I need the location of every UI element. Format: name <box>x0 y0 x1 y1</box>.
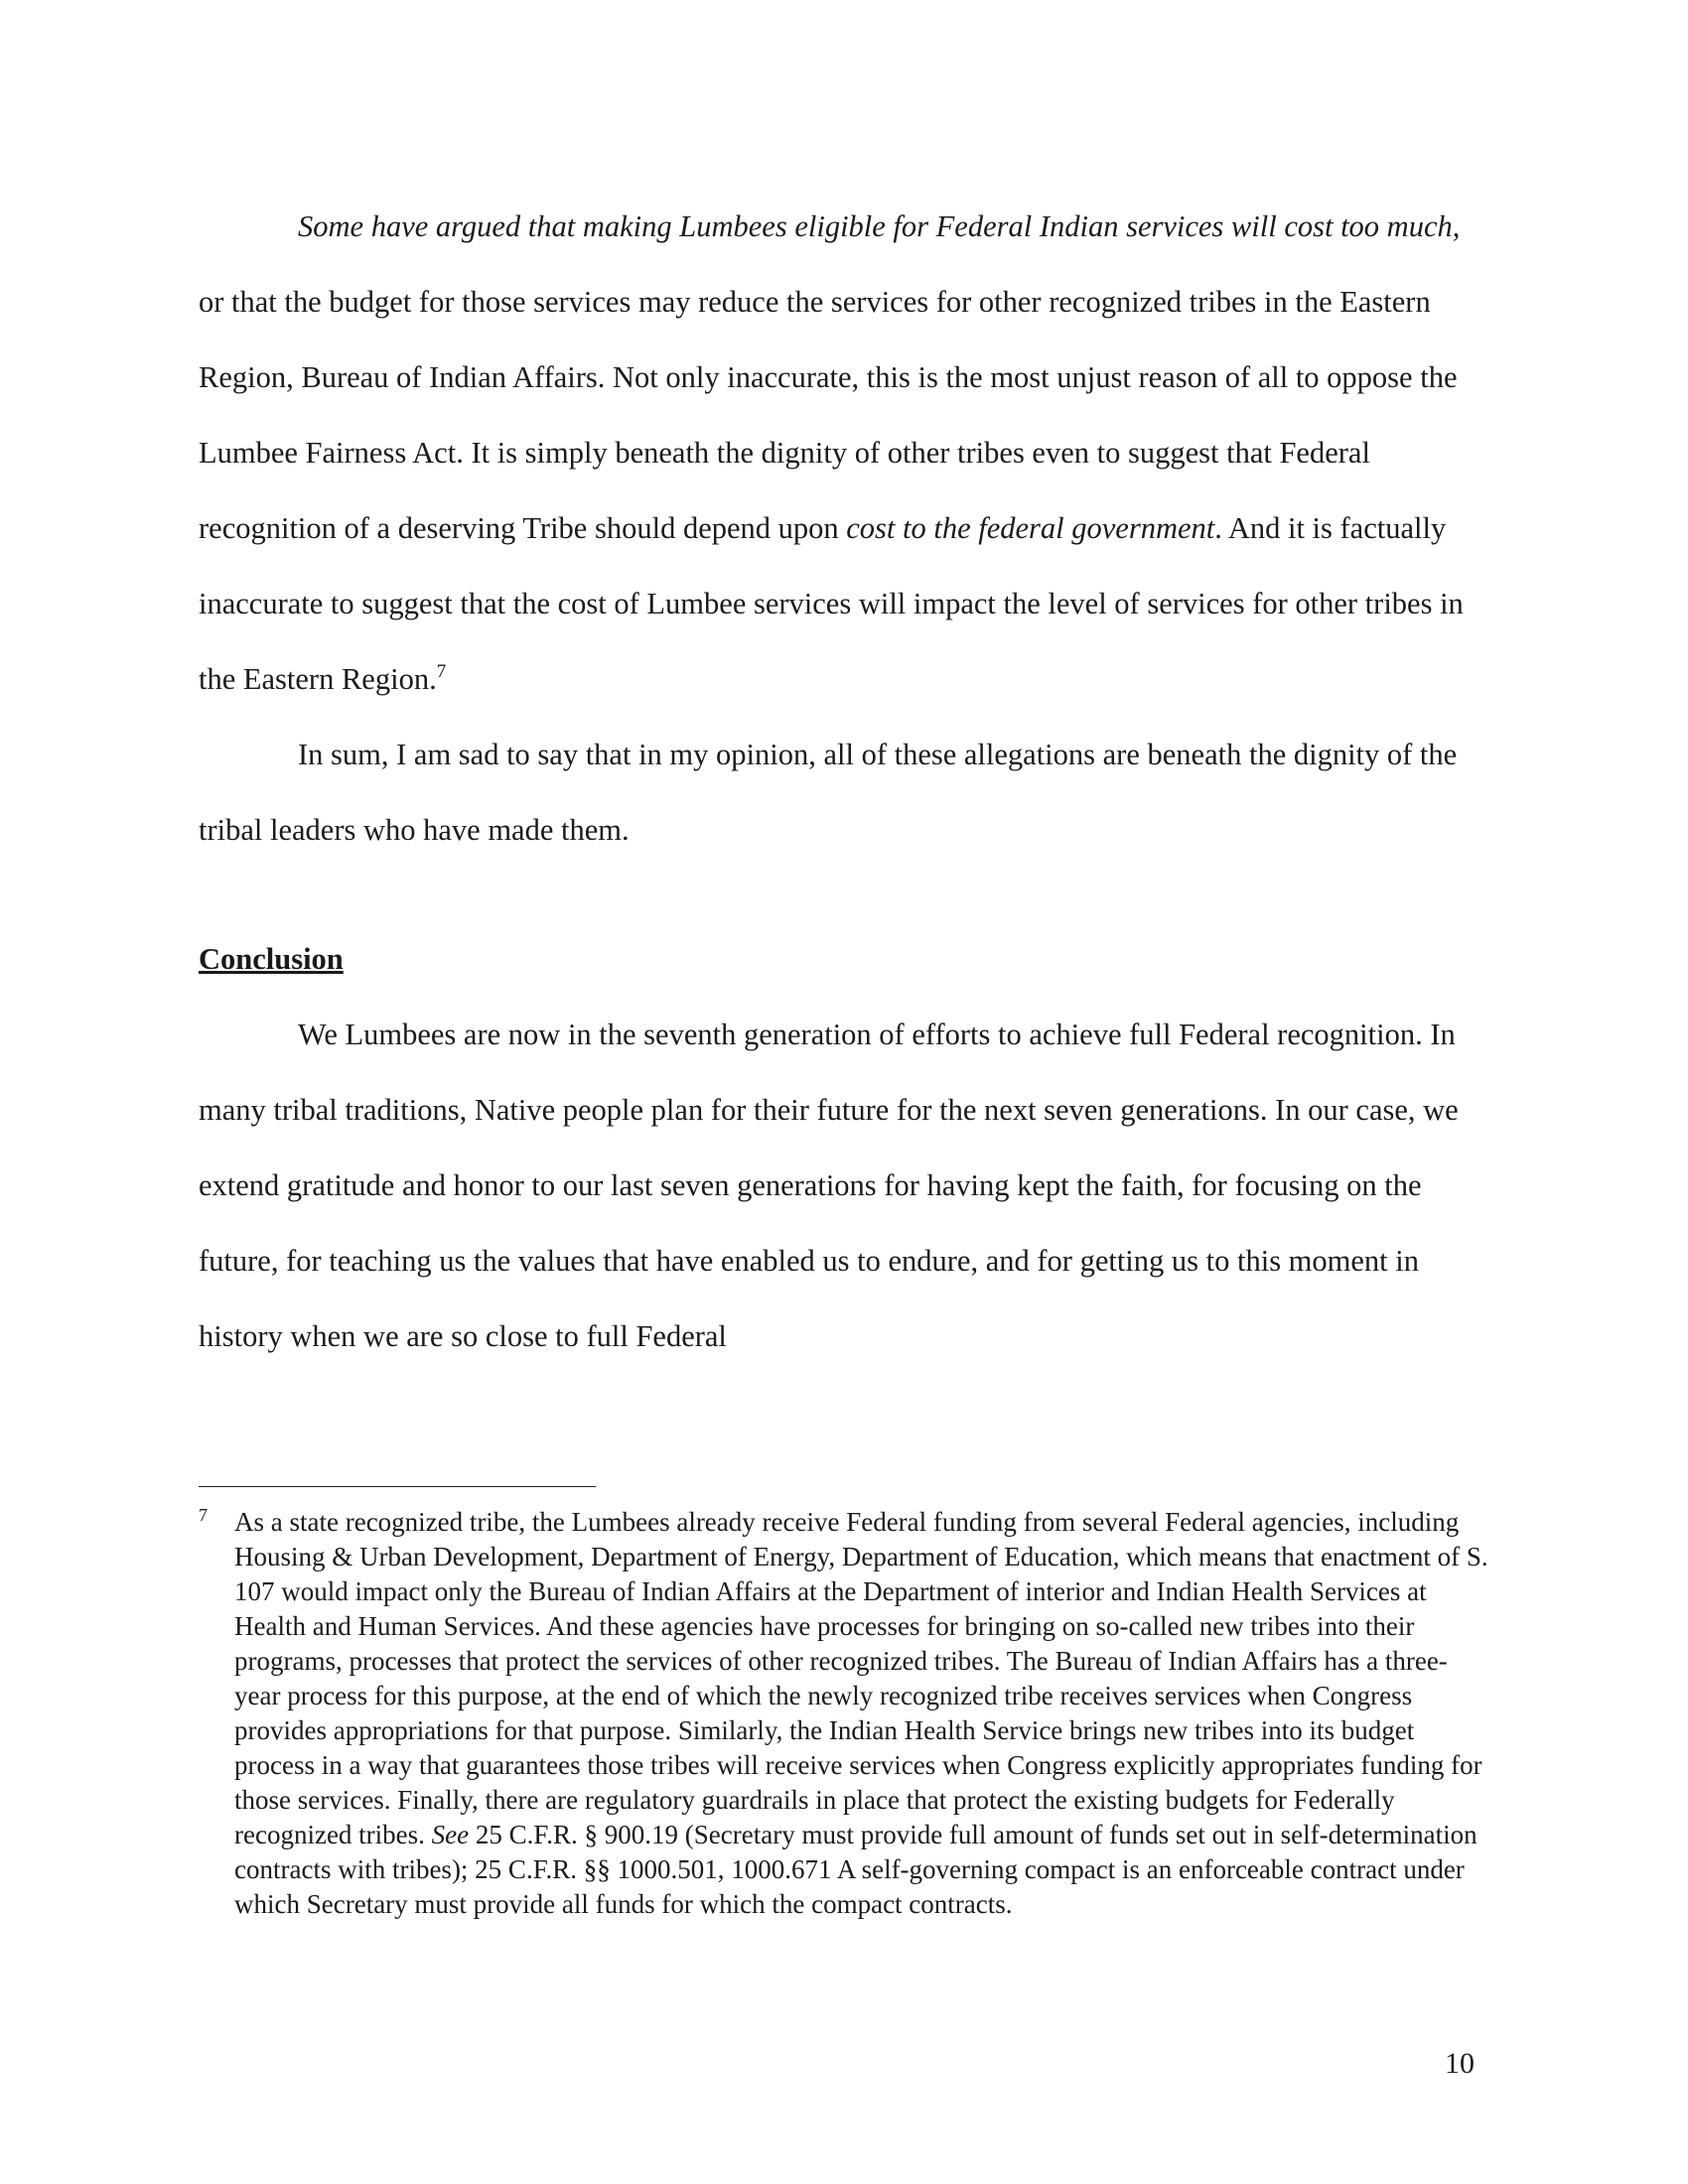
footnote-text <box>234 1505 1489 1922</box>
footnote-text-part: As a state recognized tribe, the Lumbees already receive Federal funding from several Federal agencies, including Housing & Urban Development, Department of Energy, Department of Education, which means that enactment of S. 107 would impact only the Bureau of Indian Affairs at the Department of interior and Indian Health Services at Health and Human Services. And these agencies have processes for bringing on so-called new tribes into their programs, processes that protect the services of other recognized tribes. The Bureau of Indian Affairs has a three-year process for this purpose, at the end of which the newly recognized tribe receives services when Congress provides appropriations for that purpose. Similarly, the Indian Health Service brings new tribes into its budget process in a way that guarantees those tribes will receive services when Congress explicitly appropriates funding for those services. Finally, there are regulatory guardrails in place that protect the existing budgets for Federally recognized tribes. <box>234 1507 1488 1849</box>
italic-lead-text: Some have argued that making Lumbees eligible for Federal Indian services will cost too much <box>298 209 1453 243</box>
section-heading-conclusion: Conclusion <box>199 942 344 976</box>
footnote-text-part: 25 C.F.R. § 900.19 (Secretary must provide full amount of funds set out in self-determination contracts with tribes); 25 C.F.R. §§ 1000.501, 1000.671 A self-governing compact is an enforceable contract under which Secretary must provide all funds for which the compact contracts. <box>234 1820 1477 1919</box>
page-number: 10 <box>1445 2047 1475 2080</box>
paragraph-conclusion <box>199 997 1489 1374</box>
footnote-number: 7 <box>199 1505 208 1525</box>
document-page <box>199 189 1489 1374</box>
footnote-reference[interactable]: 7 <box>436 661 447 682</box>
paragraph-in-sum <box>199 717 1489 868</box>
paragraph-cost-argument <box>199 189 1489 717</box>
footnote-see-signal: See <box>431 1820 470 1849</box>
paragraph-text: In sum, I am sad to say that in my opinion, all of these allegations are beneath the dignity of the tribal leaders who have made them. <box>199 738 1458 847</box>
footnote-7 <box>199 1505 1489 1922</box>
paragraph-text: , or that the budget for those services may reduce the services for other recognized tribes in the Eastern Region, Bureau of Indian Affairs. Not only inaccurate, this is the most unjust reason of all to oppose the Lumbee Fairness Act. It is simply beneath the dignity of other tribes even to suggest that Federal recognition of a deserving Tribe should depend upon <box>199 209 1461 545</box>
paragraph-text: We Lumbees are now in the seventh generation of efforts to achieve full Federal recognition. In many tribal traditions, Native people plan for their future for the next seven generations. In our case, we extend gratitude and honor to our last seven generations for having kept the faith, for focusing on the future, for teaching us the values that have enabled us to endure, and for getting us to this moment in history when we are so close to full Federal <box>199 1018 1459 1353</box>
paragraph-text: . And it is factually inaccurate to suggest that the cost of Lumbee services will impact the level of services for other tribes in the Eastern Region. <box>199 511 1464 696</box>
italic-phrase: cost to the federal government <box>846 511 1215 545</box>
footnote-separator <box>199 1486 596 1487</box>
